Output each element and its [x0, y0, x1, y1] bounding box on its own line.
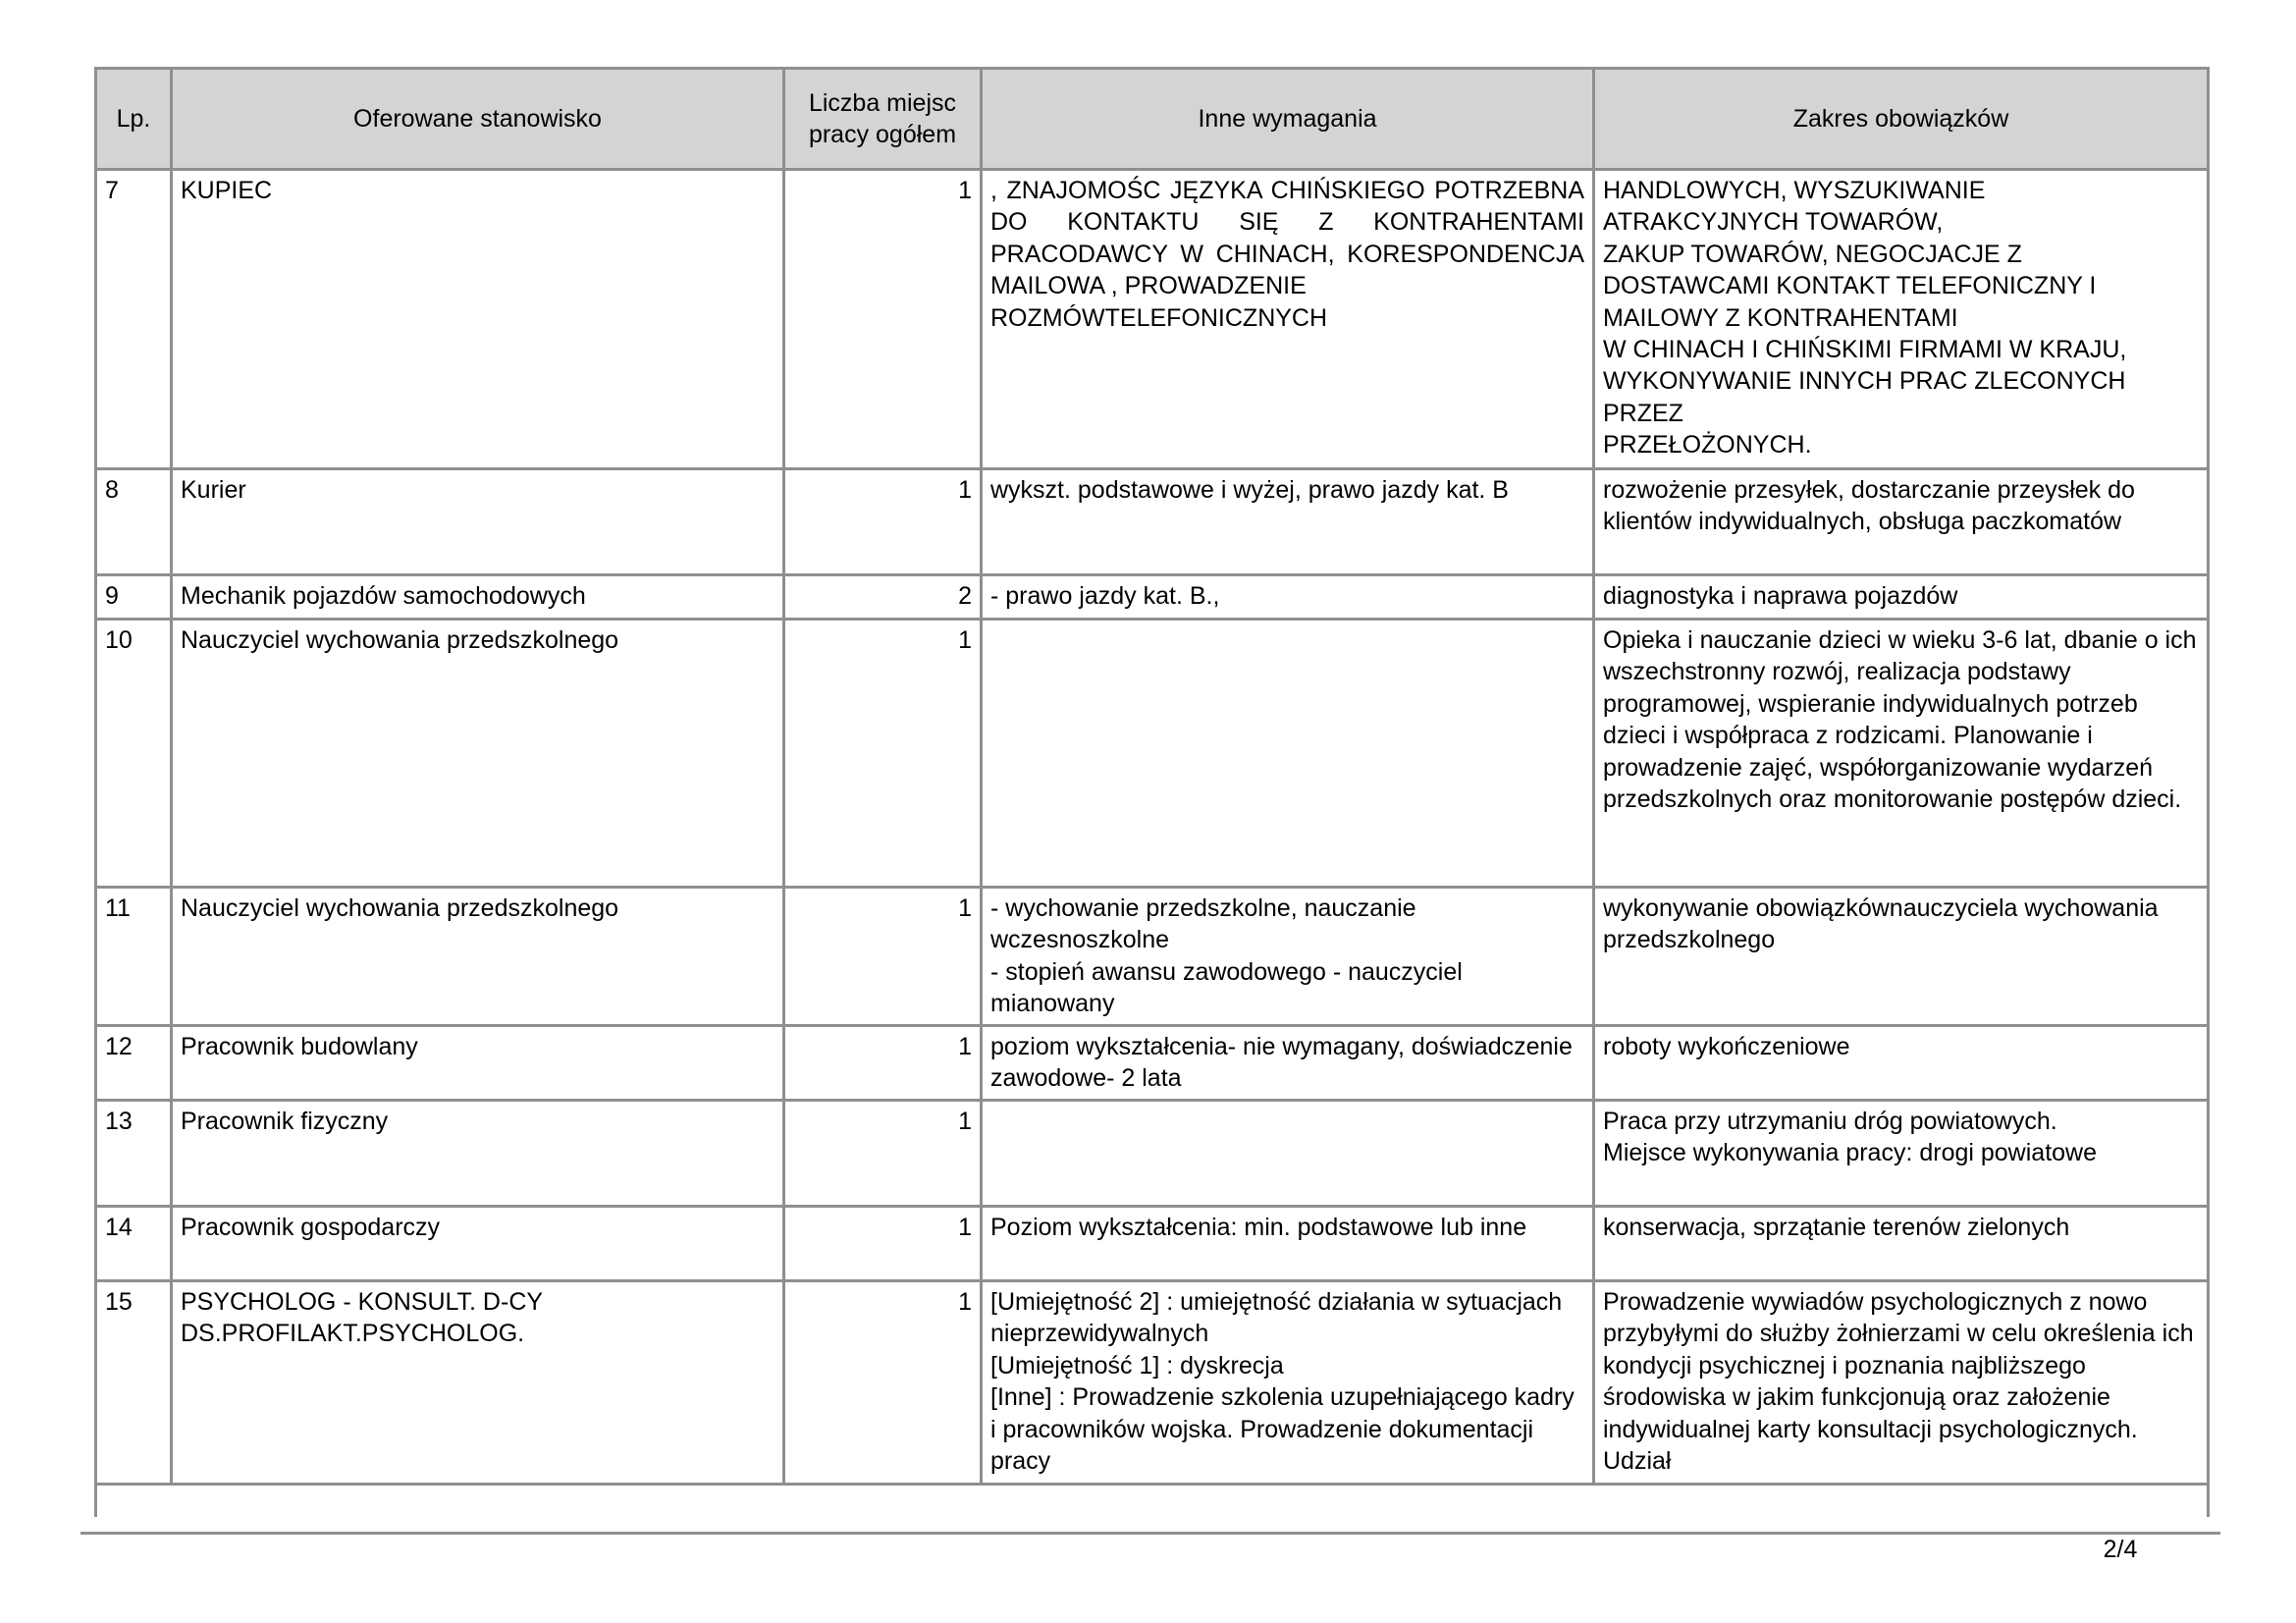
cell-position: Pracownik gospodarczy — [172, 1207, 784, 1281]
cell-lp: 7 — [96, 170, 172, 469]
header-requirements: Inne wymagania — [982, 69, 1594, 170]
cell-requirements: [Umiejętność 2] : umiejętność działania w sytuacjach nieprzewidywalnych [Umiejętność 1] : dyskrecja [Inne] : Prowadzenie szkolenia uzupełniającego kadry i pracowników wojska. Prowadzenie dokumentacji pracy — [982, 1281, 1594, 1485]
cell-duties: HANDLOWYCH, WYSZUKIWANIE ATRAKCYJNYCH TOWARÓW, ZAKUP TOWARÓW, NEGOCJACJE Z DOSTAWCAMI KONTAKT TELEFONICZNY I MAILOWY Z KONTRAHENTAMI W CHINACH I CHIŃSKIMI FIRMAMI W KRAJU, WYKONYWANIE INNYCH PRAC ZLECONYCH PRZEZ PRZEŁOŻONYCH. — [1594, 170, 2209, 469]
cell-position: Mechanik pojazdów samochodowych — [172, 575, 784, 620]
table-row — [96, 888, 2209, 1026]
header-position: Oferowane stanowisko — [172, 69, 784, 170]
cell-lp: 12 — [96, 1026, 172, 1101]
table-row — [96, 1026, 2209, 1101]
cell-position: KUPIEC — [172, 170, 784, 469]
cell-position: PSYCHOLOG - KONSULT. D-CY DS.PROFILAKT.PSYCHOLOG. — [172, 1281, 784, 1485]
header-lp: Lp. — [96, 69, 172, 170]
cell-lp: 14 — [96, 1207, 172, 1281]
job-offers-table — [94, 67, 2210, 1517]
cell-duties: roboty wykończeniowe — [1594, 1026, 2209, 1101]
page-number: 2/4 — [2103, 1536, 2138, 1563]
header-vacancies: Liczba miejsc pracy ogółem — [784, 69, 982, 170]
header-duties: Zakres obowiązków — [1594, 69, 2209, 170]
cell-vacancies: 1 — [784, 1026, 982, 1101]
cell-vacancies: 1 — [784, 888, 982, 1026]
cell-position: Nauczyciel wychowania przedszkolnego — [172, 888, 784, 1026]
cell-requirements: wykszt. podstawowe i wyżej, prawo jazdy kat. B — [982, 469, 1594, 575]
cell-requirements: - prawo jazdy kat. B., — [982, 575, 1594, 620]
table-row — [96, 620, 2209, 888]
cell-position: Pracownik fizyczny — [172, 1101, 784, 1207]
cell-duties: rozwożenie przesyłek, dostarczanie przeysłek do klientów indywidualnych, obsługa paczkomatów — [1594, 469, 2209, 575]
cell-requirements: poziom wykształcenia- nie wymagany, doświadczenie zawodowe- 2 lata — [982, 1026, 1594, 1101]
cell-vacancies: 1 — [784, 1281, 982, 1485]
cell-duties: Praca przy utrzymaniu dróg powiatowych. Miejsce wykonywania pracy: drogi powiatowe — [1594, 1101, 2209, 1207]
table-row-continuation — [96, 1485, 2209, 1518]
cell-requirements — [982, 1101, 1594, 1207]
cell-lp: 11 — [96, 888, 172, 1026]
footer-divider — [80, 1532, 2220, 1535]
cell-lp: 10 — [96, 620, 172, 888]
table-row — [96, 1281, 2209, 1485]
cell-duties: konserwacja, sprzątanie terenów zielonych — [1594, 1207, 2209, 1281]
table-row — [96, 170, 2209, 469]
table-row — [96, 469, 2209, 575]
cell-position: Kurier — [172, 469, 784, 575]
cell-vacancies: 2 — [784, 575, 982, 620]
cell-requirements — [982, 620, 1594, 888]
cell-vacancies: 1 — [784, 1207, 982, 1281]
cell-vacancies: 1 — [784, 170, 982, 469]
table-row — [96, 1101, 2209, 1207]
cell-requirements: Poziom wykształcenia: min. podstawowe lub inne — [982, 1207, 1594, 1281]
cell-lp: 8 — [96, 469, 172, 575]
job-offers-table-container — [94, 67, 2207, 1517]
cell-requirements: , ZNAJOMOŚC JĘZYKA CHIŃSKIEGO POTRZEBNA DO KONTAKTU SIĘ Z KONTRAHENTAMI PRACODAWCY W CHINACH, KORESPONDENCJA MAILOWA , PROWADZENIE ROZMÓWTELEFONICZNYCH — [982, 170, 1594, 469]
table-header-row — [96, 69, 2209, 170]
cell-duties: Prowadzenie wywiadów psychologicznych z nowo przybyłymi do służby żołnierzami w celu określenia ich kondycji psychicznej i poznania najbliższego środowiska w jakim funkcjonują oraz założenie indywidualnej karty konsultacji psychologicznych. Udział — [1594, 1281, 2209, 1485]
cell-duties: diagnostyka i naprawa pojazdów — [1594, 575, 2209, 620]
cell-position: Pracownik budowlany — [172, 1026, 784, 1101]
cell-vacancies: 1 — [784, 620, 982, 888]
cell-requirements: - wychowanie przedszkolne, nauczanie wczesnoszkolne - stopień awansu zawodowego - nauczyciel mianowany — [982, 888, 1594, 1026]
cell-duties: Opieka i nauczanie dzieci w wieku 3-6 lat, dbanie o ich wszechstronny rozwój, realizacja podstawy programowej, wspieranie indywidualnych potrzeb dzieci i współpraca z rodzicami. Planowanie i prowadzenie zajęć, współorganizowanie wydarzeń przedszkolnych oraz monitorowanie postępów dzieci. — [1594, 620, 2209, 888]
cell-vacancies: 1 — [784, 469, 982, 575]
table-row — [96, 1207, 2209, 1281]
cell-lp: 9 — [96, 575, 172, 620]
table-row — [96, 575, 2209, 620]
cell-lp: 15 — [96, 1281, 172, 1485]
cell-vacancies: 1 — [784, 1101, 982, 1207]
cell-lp: 13 — [96, 1101, 172, 1207]
continuation-cell — [96, 1485, 2209, 1518]
cell-duties: wykonywanie obowiązkównauczyciela wychowania przedszkolnego — [1594, 888, 2209, 1026]
cell-position: Nauczyciel wychowania przedszkolnego — [172, 620, 784, 888]
